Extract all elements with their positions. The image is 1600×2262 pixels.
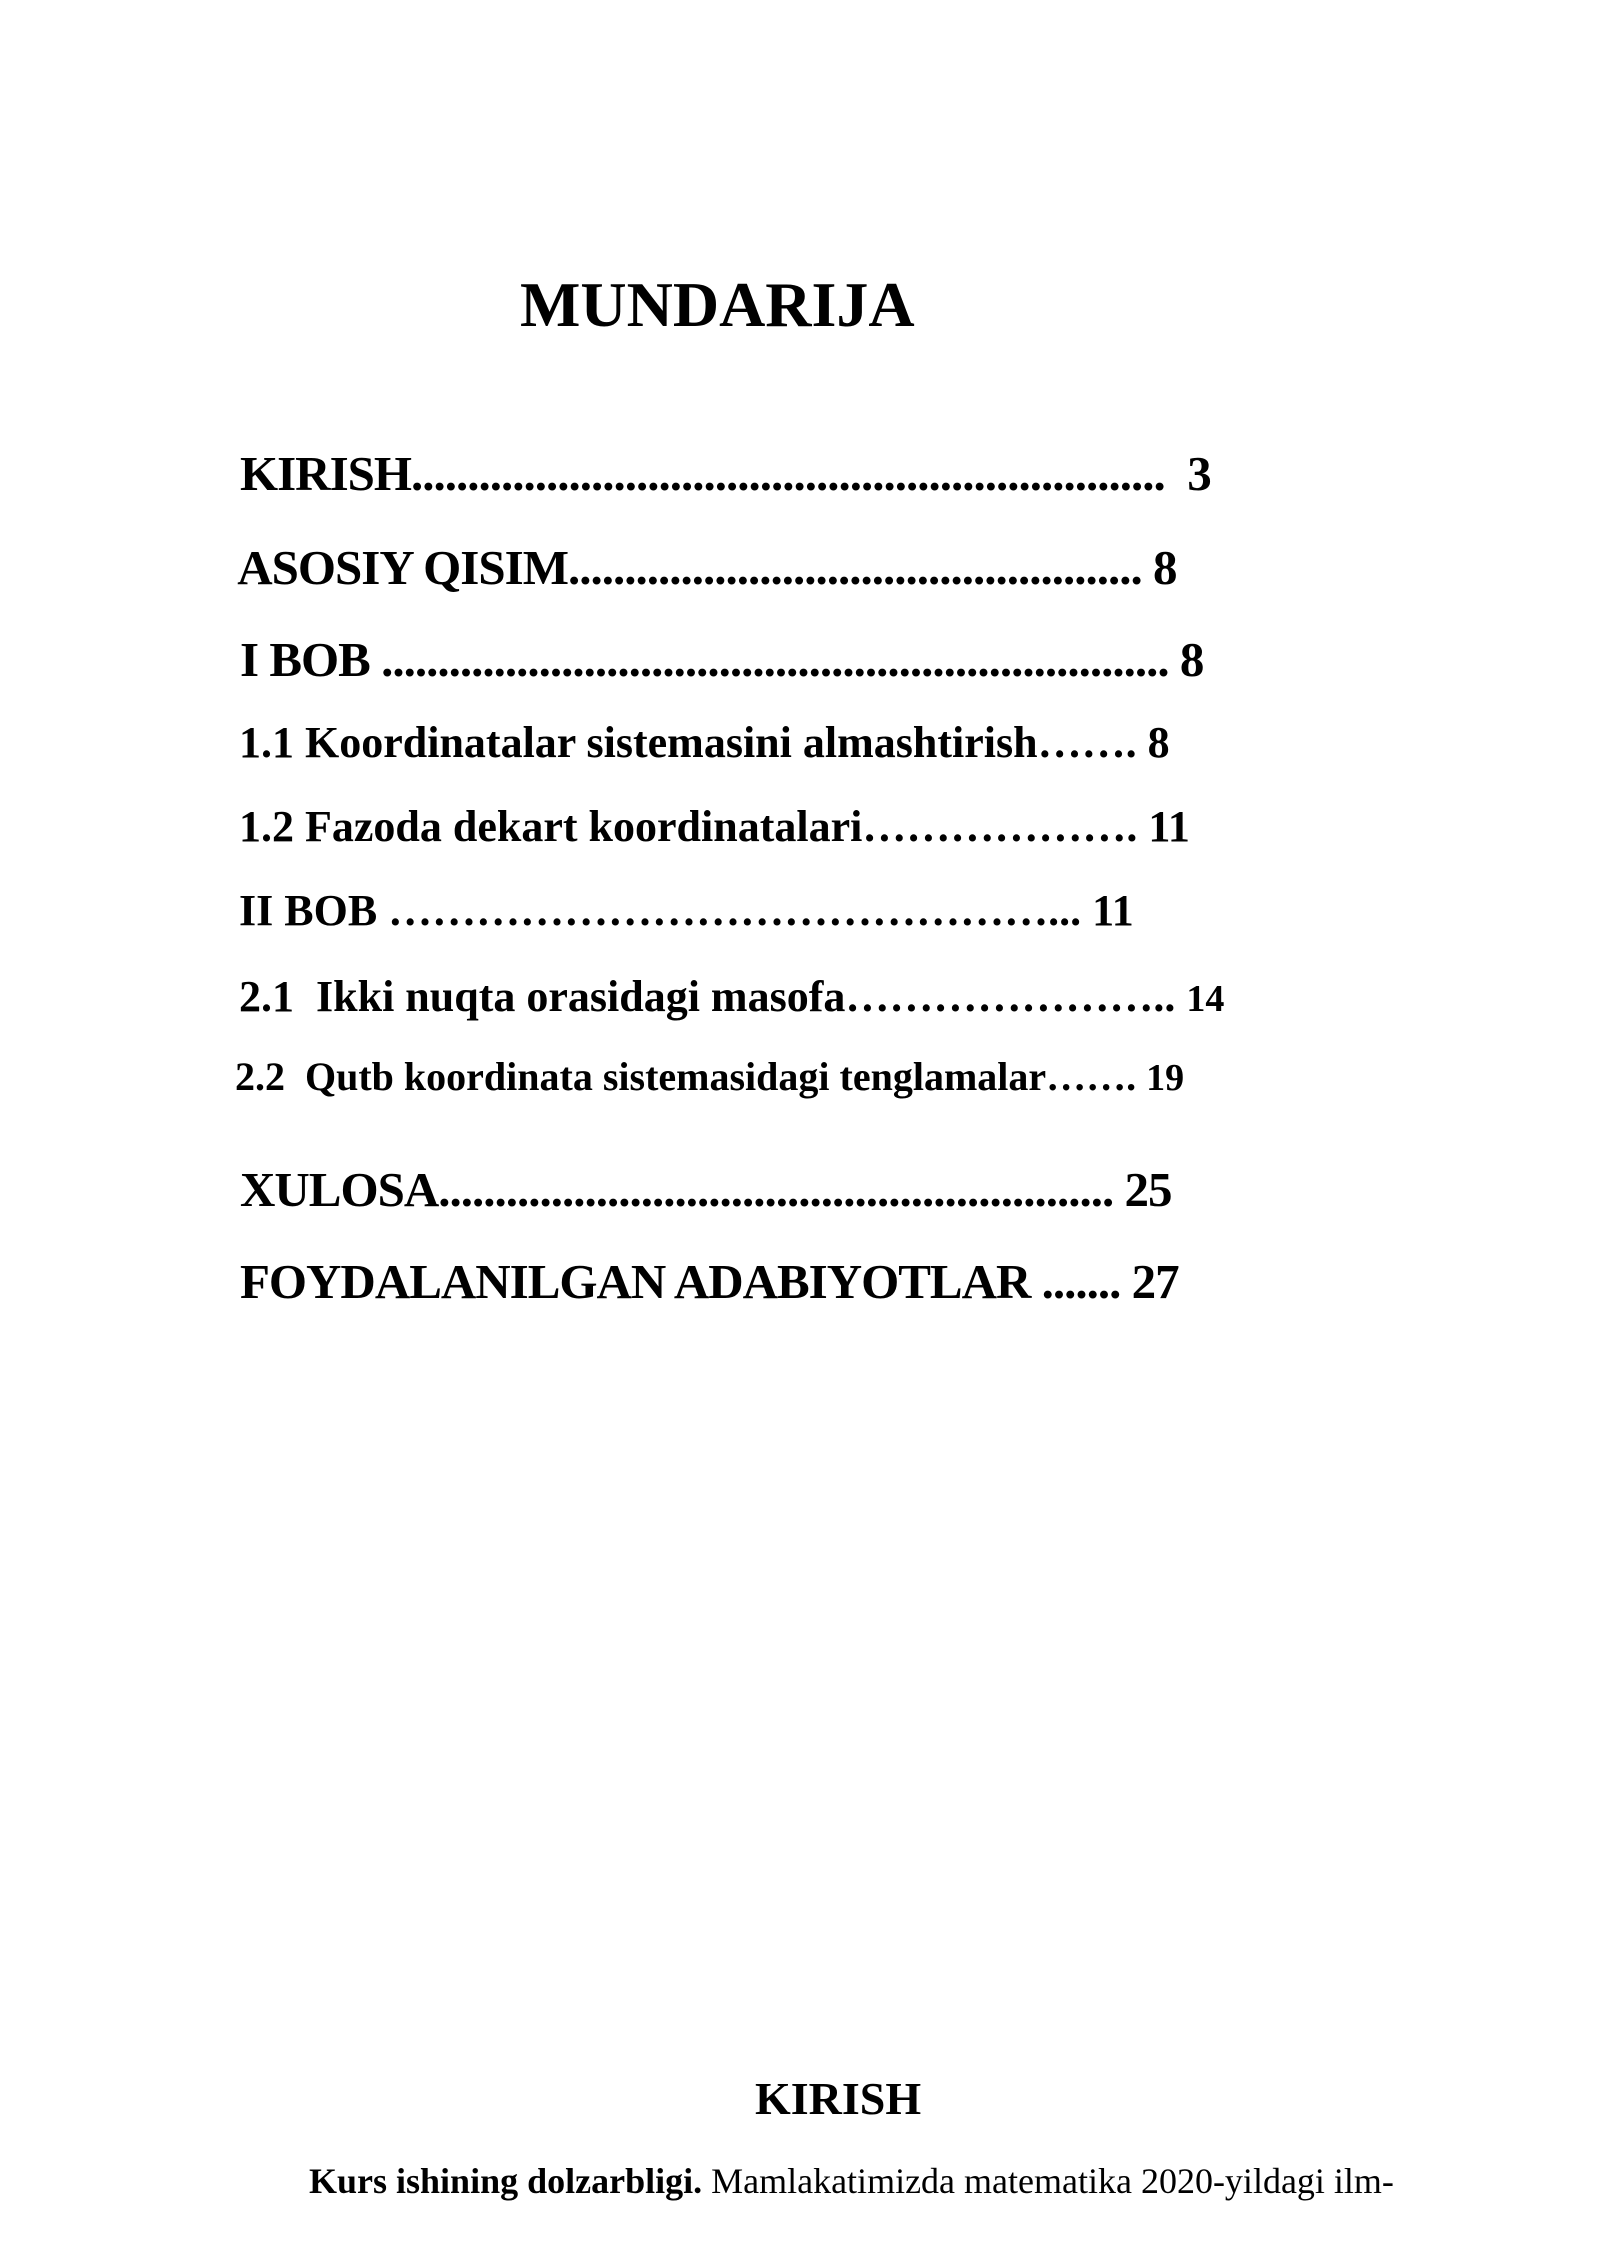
toc-entry-page: 19	[1146, 1057, 1185, 1099]
toc-entry-leader: …….	[1046, 1054, 1147, 1099]
toc-entry-page: 3	[1187, 446, 1211, 501]
toc-entry-label: FOYDALANILGAN ADABIYOTLAR	[240, 1254, 1031, 1309]
toc-entry-spacer	[1169, 632, 1180, 687]
toc-entry-page: 11	[1148, 802, 1190, 851]
toc-entry-page: 8	[1152, 540, 1177, 595]
toc-entry-leader: ………………………………………...	[388, 886, 1093, 935]
toc-entry-label: ASOSIY QISIM	[237, 540, 568, 595]
toc-entry-leader: ......................................................................	[381, 632, 1169, 687]
intro-heading: KIRISH	[755, 2073, 922, 2124]
intro-text: Mamlakatimizda matematika 2020-yildagi ilm-	[702, 2161, 1394, 2201]
toc-entry-label: 2.2 Qutb koordinata sistemasidagi tenglamalar	[235, 1054, 1047, 1099]
toc-entry-label: II BOB	[239, 886, 389, 935]
toc-entry-leader: …………………..	[845, 972, 1187, 1021]
toc-entry-leader: ...................................................	[567, 540, 1142, 595]
toc-entry-foydalanilgan-adabiyotlar[interactable]	[195, 1196, 1179, 1367]
toc-entry-label: 1.1 Koordinatalar sistemasini almashtirish	[239, 718, 1038, 767]
toc-entry-page: 25	[1124, 1162, 1172, 1217]
toc-entry-label: 2.1 Ikki nuqta orasidagi masofa	[239, 972, 846, 1021]
toc-entry-page: 11	[1092, 886, 1134, 935]
toc-entry-page: 14	[1186, 978, 1225, 1020]
toc-entry-label: 1.2 Fazoda dekart koordinatalari	[239, 802, 863, 851]
toc-entry-leader: ............................................................	[438, 1162, 1125, 1217]
intro-lead: Kurs ishining dolzarbligi.	[309, 2161, 703, 2201]
toc-title: MUNDARIJA	[520, 269, 915, 340]
toc-entry-leader: .......	[1030, 1254, 1132, 1309]
toc-entry-leader: ……………….	[862, 802, 1149, 851]
toc-entry-leader: ...................................................................	[411, 446, 1165, 501]
toc-entry-label: XULOSA	[240, 1162, 439, 1217]
toc-entry-page: 8	[1179, 632, 1204, 687]
toc-entry-label: I BOB	[240, 632, 382, 687]
toc-entry-page: 27	[1131, 1254, 1179, 1309]
toc-entry-leader: …….	[1037, 718, 1148, 767]
toc-entry-label: KIRISH	[240, 446, 412, 501]
intro-paragraph	[309, 2160, 1394, 2202]
toc-entry-page: 8	[1147, 718, 1170, 767]
